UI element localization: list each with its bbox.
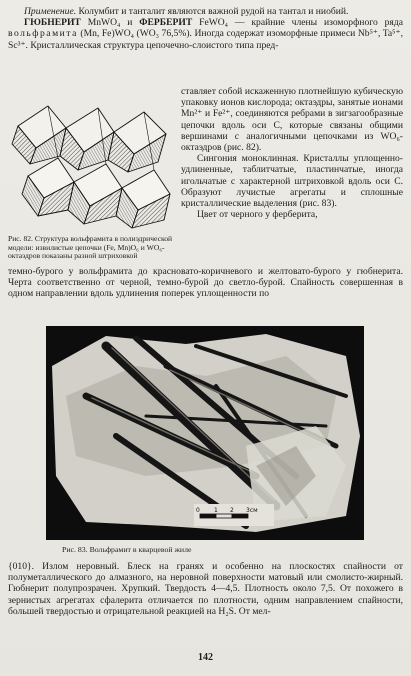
scale-label-0: 0: [196, 507, 200, 514]
application-label: Применение.: [24, 6, 77, 17]
page-number: 142: [198, 652, 213, 663]
hubnerite-heading: ГЮБНЕРИТ: [24, 17, 81, 29]
hubnerite-formula: MnWO₄: [87, 17, 121, 29]
top-paragraphs: [8, 6, 403, 51]
application-text: Колумбит и танталит являются важной рудой на тантал и ниобий.: [78, 6, 349, 17]
wolframite-in-quartz-photo: [46, 326, 364, 540]
ferberite-heading: ФЕРБЕРИТ: [139, 17, 193, 29]
figure-83-caption: Рис. 83. Вольфрамит в кварцевой жиле: [62, 545, 192, 554]
scale-label-unit: 3см: [246, 507, 258, 514]
properties-paragraph: {010}. Излом неровный. Блеск на гранях и особенно на плоскостях спайности от полуметаллического до алмазного, на неровной поверхности матовый или смолисто-жирный. Гюбнерит полупрозрачен. Хрупкий. Твердость 4—4,5. Плотность около 7,5. От похожего в зернистых агрегатах сфалерита отличается по плотности, одним направлением спайности, большей твердостью и отрицательной реакцией на H₂S. От мел-: [8, 561, 403, 617]
bottom-paragraph: [8, 561, 403, 617]
scale-label-2: 2: [230, 507, 234, 514]
color-paragraph-start: Цвет от черного у ферберита,: [197, 209, 318, 221]
structure-paragraph: ставляет собой искаженную плотнейшую кубическую упаковку ионов кислорода; октаэдры, занятые ионами Mn²⁺ и Fe²⁺, соединяются ребрами в зигзагообразные цепочки вдоль оси C, которые связаны общими вершинами с аналогичными цепочками из WO₆-октаэдров (рис. 82).: [181, 86, 403, 154]
figure-82-caption: Рис. 82. Структура вольфрамита в полиэдрической модели: извилистые цепочки (Fe, Mn)O₆ и WO₆-октаэдров показаны разной штриховкой: [8, 234, 173, 261]
hubnerite-paragraph: [8, 17, 403, 51]
right-column-text: [181, 86, 403, 220]
ferberite-formula: FeWO₄: [199, 17, 229, 29]
middle-paragraph: [8, 266, 403, 300]
application-paragraph: [8, 6, 403, 17]
conjunction: и: [127, 17, 133, 29]
syngony-paragraph: Сингония моноклинная. Кристаллы уплощенно-удлиненные, таблитчатые, пластинчатые, иногда игольчатые с характерной штриховкой вдоль оси C. Образуют лучистые агрегаты и сплошные кристаллические выделения (рис. 83).: [181, 153, 403, 210]
scale-bar: [200, 514, 248, 518]
composition-text: (Mn, Fe)WO₄ (WO₃ 76,5%). Иногда содержат изоморфные примеси Nb⁵⁺, Ta⁵⁺, Sc³⁺. Кристаллическая структура цепочечно-слоистого типа пред-: [8, 28, 403, 51]
wolframite-structure-figure: [8, 86, 178, 232]
color-paragraph-cont: темно-бурого у вольфрамита до красновато-коричневого и желтовато-бурого у гюбнерита. Черта соответственно от черной, темно-бурой до светло-бурой. Спайность совершенная в одном направлении вдоль удлинения поперек уплощенности по: [8, 266, 403, 300]
scale-label-1: 1: [214, 507, 218, 514]
series-name: вольфрамита: [8, 28, 78, 40]
series-intro-text: — крайние члены изоморфного ряда: [234, 17, 403, 29]
